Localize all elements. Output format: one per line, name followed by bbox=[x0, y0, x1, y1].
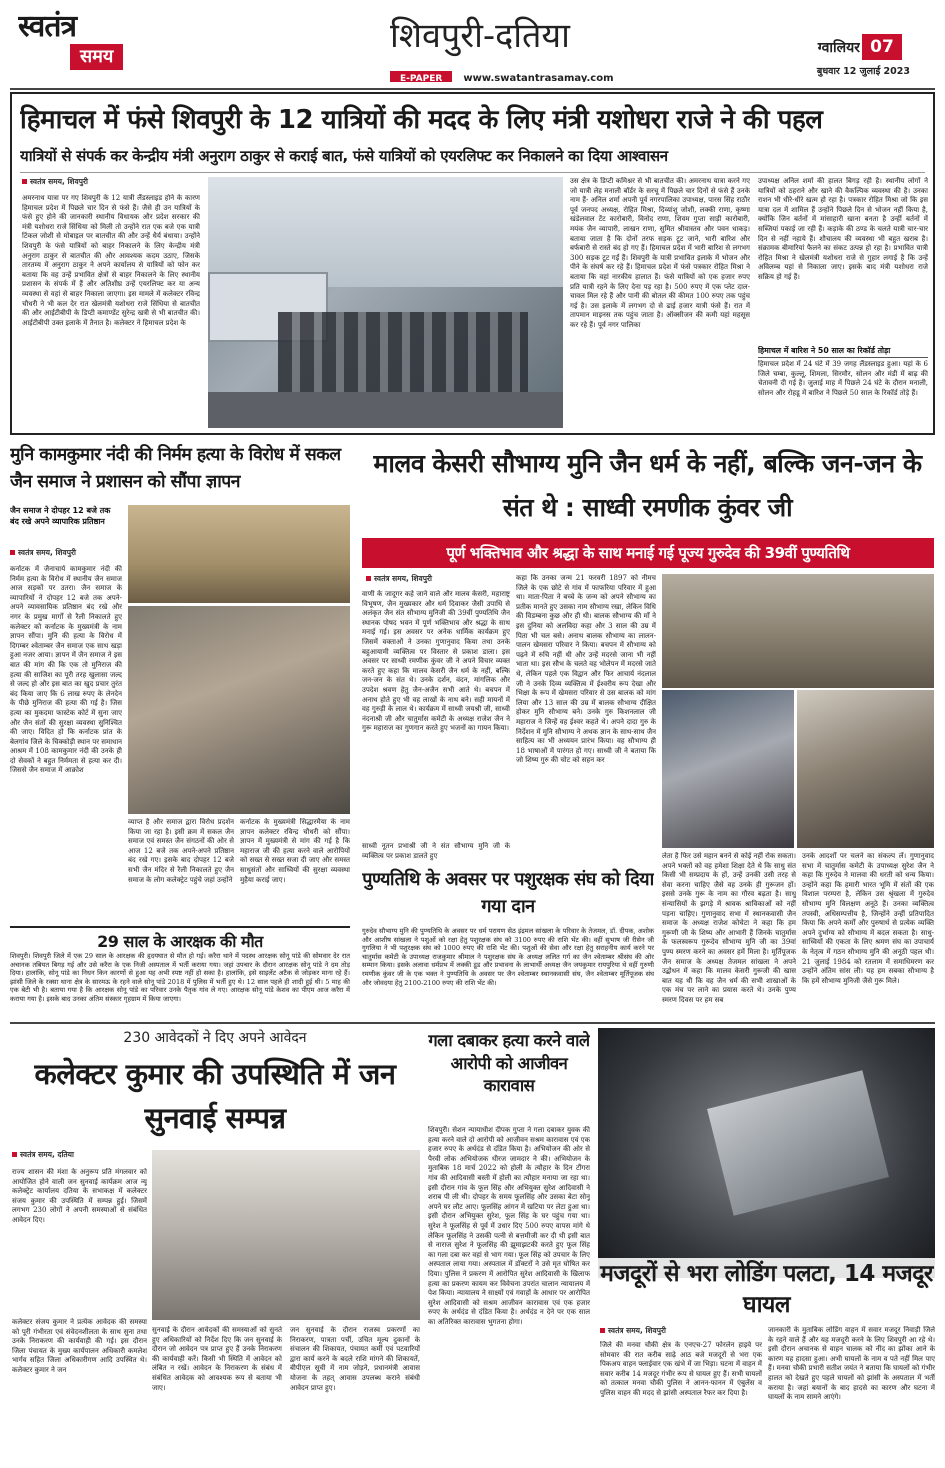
byline-square bbox=[366, 576, 371, 581]
guard-death-headline: 29 साल के आरक्षक की मौत bbox=[97, 932, 263, 951]
logo-line2: समय bbox=[70, 44, 123, 70]
byline-square bbox=[600, 1328, 605, 1333]
epaper-label: E-PAPER bbox=[390, 71, 452, 82]
lead-byline-text: स्वतंत्र समय, शिवपुरी bbox=[30, 177, 88, 186]
collector-kicker: 230 आवेदकों ने दिए अपने आवेदन bbox=[123, 1030, 307, 1046]
jain-protest-col2: व्याप्त है और समाज द्वारा विरोध प्रदर्शन किया जा रहा है। इसी क्रम में सकल जैन समाज एवं समस्त जैन संगठनों की ओर से आज 12 बजे तक अपने-अपने प्रतिष्ठान बंद रखे गए। इसके बाद दोपहर 12 बजे सभी जैन मंदिर से रैली निकालते हुए जैन समाज के लोग कलेक्ट्रेट पहुंचे जहां उन्होंने bbox=[128, 818, 234, 884]
jain-protest-photo-bottom bbox=[128, 606, 350, 814]
collector-col2: सुनवाई के दौरान आवेदकों की समस्याओं को सुनते हुए अधिकारियों को निर्देश दिए कि जन सुनवाई के दौरान जो आवेदन पत्र प्राप्त हुए हैं उनके निराकरण की कार्यवाही करें। किसी भी स्थिति में आवेदन को लंबित न रखें। आवेदन के निराकरण के संबंध में संबंधित आवेदक को आवश्यक रूप से बताया भी जाए। bbox=[152, 1326, 282, 1392]
accident-headline: मजदूरों से भरा लोडिंग पलटा, 14 मजदूर घायल bbox=[598, 1258, 935, 1322]
pashu-headline: पुण्यतिथि के अवसर पर पशुरक्षक संघ को दिया गया दान bbox=[362, 869, 654, 917]
accident-col1: जिले की मनवा चौकी क्षेत्र के एनएच-27 फोरलेन हाइवे पर सोमवार की रात करीब साढ़े आठ बजे मजदूरों से भरा एक पिकअप वाहन फ्लाईवार एक खंभे में जा भिड़ा। घटना में वाहन में सवार करीब 14 मजदूर गंभीर रूप से घायल हुए हैं। सभी घायलों को तत्काल मनवा चौकी पुलिस ने आनन-फानन में एंबुलेंस व पुलिस वाहन की मदद से झांसी अस्पताल रैफर कर दिया है। bbox=[600, 1341, 762, 1397]
byline-square bbox=[10, 550, 15, 555]
lead-sub-rule bbox=[20, 172, 925, 173]
sadhvi-photo-honor-right bbox=[797, 690, 934, 848]
collector-col3: जन सुनवाई के दौरान राजस्व प्रकरणों का निराकरण, पात्रता पर्ची, उचित मूल्य दुकानों के संचालन की शिकायत, पंचायत कर्मी एवं पटवारियों द्वारा कार्य करने के बदले राशि मांगने की शिकायतें, बीपीएल सूची में नाम जोड़ने, प्रधानमंत्री आवास योजना के तहत् आवास उपलब्ध कराने संबंधी आवेदन प्राप्त हुए। bbox=[290, 1326, 420, 1392]
logo-line1: स्वतंत्र bbox=[18, 10, 77, 44]
sadhvi-photo-assembly bbox=[662, 574, 934, 688]
sadhvi-col2: कहा कि उनका जन्म 21 फरवरी 1897 को नीमच जिले के एक छोटे से गांव में फाफरिया परिवार में हुआ था। माता-पिता ने बच्चे के जन्म को अपने सौभाग्य का प्रतीक मानते हुए उसका नाम सौभाग्य रखा, लेकिन विधि की विडम्बना कुछ और ही थी। बालक सौभाग्य की माँ ने इस दुनिया को अलविदा कहा और 3 साल की उम्र में पिता भी चल बसे। अनाथ बालक सौभाग्य का लालन-पालन खेमसरा परिवार ने किया। बचपन में सौभाग्य को पढ़ने में रुचि नहीं थी और उन्हें मदरसे जाना भी नहीं भाता था। इस सौभ के चलते वह भोलेपन में मदरसे जाते थे, लेकिन पहले एक विद्वान और फिर आचार्य नंदलाल जी ने उनके दिव्य व्यक्तित्व में ईश्वरीय रूप देखा और भिक्षा के रूप में खेमसरा परिवार से उस बालक को मांग लिया और 13 साल की उम्र में बालक सौभाग्य दीक्षित होकर मुनि सौभाग्य बने। उनके गुरु किशनलाल जी महाराज ने जिन्हें वह ईश्वर कहते थे। अपने दादा गुरु के निर्देशन में मुनि सौभाग्य ने अथक ज्ञान के साथ-साथ जैन साहित्य का भी अध्ययन प्रारंभ किया। वह सौभाग्य ही 18 भाषाओं में पारंगत हो गए। साध्वी जी ने बताया कि जो शिष्य गुरु की चोट को सहन कर bbox=[516, 574, 656, 765]
photo-road bbox=[208, 392, 563, 428]
issue-date: बुधवार 12 जुलाई 2023 bbox=[816, 66, 910, 77]
lead-subheadline: यात्रियों से संपर्क कर केन्द्रीय मंत्री अनुराग ठाकुर से कराई बात, फंसे यात्रियों को एयरलिफ्ट कर निकालने का दिया आश्वासन bbox=[20, 147, 668, 165]
section-title: शिवपुरी-दतिया bbox=[390, 16, 570, 56]
masthead-divider bbox=[10, 88, 935, 90]
collector-col1: राज्य शासन की मंशा के अनुरूप प्रति मंगलवार को आयोजित होने वाली जन सुनवाई कार्यक्रम आज न्यू कलेक्ट्रेट कार्यालय दतिया के सभाकक्ष में कलेक्टर संजय कुमार की उपस्थिति में सम्पन्न हुई। जिसमें लगभग 230 लोगों ने अपनी समस्याओं से संबंधित आवेदन दिए। bbox=[12, 1168, 147, 1224]
photo-people bbox=[278, 312, 528, 392]
jain-protest-headline: मुनि कामकुमार नंदी की निर्मम हत्या के विरोध में सकल जैन समाज ने प्रशासन को सौंपा ज्ञापन bbox=[10, 445, 341, 492]
jain-protest-byline bbox=[10, 548, 122, 560]
sadhvi-byline bbox=[366, 574, 511, 586]
accident-byline bbox=[600, 1326, 760, 1338]
collector-byline-text: स्वतंत्र समय, दतिया bbox=[20, 1150, 74, 1159]
collector-byline bbox=[12, 1150, 147, 1162]
sadhvi-col1: वाणी के जादूगर कहे जाने वाले और मालव केसरी, महाराष्ट्र विभूषण, जैन मुख्यकार और धर्म दिवाकर जैसी उपाधि से अलंकृत जैन संत सौभाग्य मुनिजी की 39वीं पुण्यतिथि जैन स्थानक पोषद भवन में पूर्ण भक्तिभाव और श्रद्धा के साथ मनाई गई। इस अवसर पर अनेक धार्मिक कार्यक्रम हुए जिसमें वक्ताओं ने उनका गुणानुवाद किया तथा उनके बहुआयामी व्यक्तित्व पर विस्तार से प्रकाश डाला। इस अवसर पर साध्वी रमणीक कुंवर जी ने अपने विचार व्यक्त करते हुए कहा कि मालव केसरी जैन धर्म के नहीं, बल्कि जन-जन के संत थे। उनके दर्शन, वंदन, मांगलिक और उपदेश श्रवण हेतु जैन-अजैन सभी आते थे। बचपन में अनाथ होते हुए भी वह लाखों के नाथ बने। सही मायनों में वह गुरुड़ी के लाल थे। कार्यक्रम में साध्वी जयश्री जी, साध्वी नंदनाश्री जी और चातुर्मास कमेटी के अध्यक्ष राजेश जैन ने गुरू महाराज का गुणगान करते हुए भजनों का गायन किया। bbox=[362, 590, 510, 733]
jain-protest-kicker: जैन समाज ने दोपहर 12 बजे तक बंद रखे अपने व्यापारिक प्रतिष्ठान bbox=[10, 506, 111, 526]
jain-byline-text: स्वतंत्र समय, शिवपुरी bbox=[18, 548, 76, 557]
accident-col2: जानकारी के मुताबिक लोडिंग वाहन में सवार मजदूर निवाड़ी जिले के रहने वाले हैं और यह मजदूरी करने के लिए शिवपुरी आ रहे थे। इसी दौरान अचानक से वाहन चालक को नींद का झोंका आने के कारण यह हादसा हुआ। अभी घायलों के नाम व पते नहीं मिल पाए हैं। मनवा चौकी प्रभारी सतीश जयंत ने बताया कि घायलों को गंभीर हालत को देखते हुए पहले घायलों को झांसी के अस्पताल में भर्ती कराया है। जहां बयानों के बाद हादसे का कारण और घटना में घायलों के नाम सामने आएंगे। bbox=[768, 1326, 935, 1402]
jain-protest-col3: कर्नाटक के मुख्यमंत्री सिद्धारमैया के नाम ज्ञापन कलेक्टर रविन्द्र चौधरी को सौंपा। ज्ञापन में मुख्यमंत्री से मांग की गई है कि महाराज जी की हत्या करने वाले आरोपियों को सख्त से सख्त सजा दी जाए और समस्त साधुसंतों और साध्वियों की सुरक्षा व्यवस्था मुहैया कराई जाए। bbox=[240, 818, 350, 884]
lead-col1: अमरनाथ यात्रा पर गए शिवपुरी के 12 यात्री लैंडस्लाइड होने के कारण हिमाचल प्रदेश में पिछले चार दिन से फंसे हैं। जैसे ही उन यात्रियों के फंसे हुए होने की जानकारी स्थानीय विधायक और प्रदेश सरकार की मंत्री यशोधरा राजे सिंधिया को मिली तो उन्होंने रात एक बजे एक यात्री टिंकल जोशी से मोबाइल पर बातचीत की और उन्हें धैर्य बंधाया। उन्होंने शिवपुरी के फंसे यात्रियों को बाहर निकालने के लिए केन्द्रीय मंत्री अनुराग ठाकुर से बातचीत की और आवश्यक कदम उठाए, जिसके तारतम्य में अनुराग ठाकुर ने अपने कार्यालय से यात्रियों को फोन कर बताया कि वह उन्हें प्रभावित क्षेत्रों से बाहर निकालने के लिए स्थानीय प्रशासन के संपर्क में हैं और अतिशीघ्र उन्हें एयरलिफ्ट कर या अन्य व्यवस्था से वहां से बाहर निकाला जाएगा। इस मामले में कलेक्टर रविन्द्र चौधरी ने भी कल देर रात खेलमंत्री यशोधरा राजे सिंधिया से बातचीत की और आईटीबीपी के डिप्टी कमाण्डेंट सुरेन्द्र खत्री से भी बातचीत की। आईटीबीपी उक्त इलाके में तैनात है। कलेक्टर ने हिमाचल प्रदेश के bbox=[22, 194, 200, 327]
sadhvi-banner: पूर्ण भक्तिभाव और श्रद्धा के साथ मनाई गई पूज्य गुरुदेव की 39वीं पुण्यतिथि bbox=[362, 538, 934, 568]
sadhvi-col3: लेता है फिर उसे महान बनने से कोई नहीं रोक सकता। अपने भक्तों को वह हमेशा शिक्षा देते थे कि साधु संत किसी भी सम्प्रदाय के हों, उन्हें उनकी उसी तरह से सेवा करना चाहिए जैसे वह उनके ही गुरूजन हों। इससे उनके गुरू के नाम का गौरव बढ़ता है। साधु संन्यासियों के झगड़े में श्रावक श्राविकाओं को नहीं पड़ना चाहिए। गुणानुवाद सभा में स्थानकवासी जैन समाज के अध्यक्ष राजेश कोचेटा ने कहा कि हम गुरूणी जी के शिष्य और आभारी हैं जिनके चातुर्मास के फलस्वरूप गुरूदेव सौभाग्य मुनि जी का 39वां पुण्य स्मरण करने का अवसर हमें मिला है। मूर्तिपूजक जैन समाज के अध्यक्ष तेजमल सांखला ने अपने उद्बोधन में कहा कि मालव केसरी गुरूजी की खास बात यह थी कि वह जैन धर्म की सभी शाखाओं के एक मंच पर लाने का प्रयास करते थे। उनके पुण्य स्मरण दिवस पर हम सब bbox=[662, 852, 796, 1004]
sadhvi-col4: उनके आदर्शों पर चलने का संकल्प लें। गुणानुवाद सभा में चातुर्मास कमेटी के उपाध्यक्ष सुरेश जैन ने कहा कि गुरुदेव ने मालवा की धरती को धन्य किया। उन्होंने कहा कि हमारी भारत भूमि में संतों की एक विशाल परम्परा है, लेकिन उस श्रृंखला में गुरुदेव सौभाग्य मुनि विलक्षण अनूठे हैं। उनका व्यक्तित्व तपस्वी, अधिसम्पत्तीय है, जिन्होंने उन्हीं प्रतिपादित किया कि अपने कर्मों और पुरुषार्थ से प्रत्येक व्यक्ति अपने दुर्भाग्य को सौभाग्य में बदल सकता है। साधु-साध्वियों की एकता के लिए श्रमण संघ का उपाचार्य के नेतृत्व में गठन सौभाग्य मुनि की अनूठी पहल थी। 21 जुलाई 1984 को रतलाम में समाधिमरण कर उन्होंने अंतिम सांस ली। यह हम सबका सौभाग्य है कि हमें सौभाग्य मुनिजी जैसे गुरू मिले। bbox=[802, 852, 934, 985]
sadhvi-headline: मालव केसरी सौभाग्य मुनि जैन धर्म के नहीं, बल्कि जन-जन के संत थे : साध्वी रमणीक कुंवर जी bbox=[373, 449, 922, 522]
lead-story bbox=[10, 92, 935, 435]
website-link[interactable]: www.swatantrasamay.com bbox=[463, 73, 614, 82]
photo-sky bbox=[208, 177, 563, 287]
mid-divider bbox=[10, 1022, 935, 1024]
city-label: ग्वालियर bbox=[817, 40, 860, 56]
lead-col3: उपाध्यक्ष अनिल शर्मा की हालत बिगड़ रही है। स्थानीय लोगों ने यात्रियों को ठहराने और खाने की वैकल्पिक व्यवस्था की है। उनका राशन भी धीरे-धीरे खत्म हो रहा है। पत्रकार रोहित मिश्रा जो कि इस यात्रा दल में शामिल हैं उन्होंने पिछले दिन से भोजन नहीं किया है, क्योंकि जिन बर्तनों में मांसाहारी खाना बनता है उन्हीं बर्तनों में सब्जियां पकाई जा रही हैं। कड़ाके की ठण्ड के चलते यात्री चार-चार दिन से नहीं नहाये हैं। शौचालय की व्यवस्था भी बहुत खराब है। संक्रामक बीमारियां फैलने का संकट उत्पन्न हो रहा है। प्रभावित यात्री रोहित मिश्रा ने खेलमंत्री यशोधरा राजे से गुहार लगाई है कि उन्हें अविलम्ब यहां से निकाला जाए। इसके बाद मंत्री यशोधरा राजे सक्रिय हो गई हैं। bbox=[758, 177, 928, 281]
lead-sidebar-head: हिमाचल में बारिश ने 50 साल का रिकॉर्ड तोड़ा bbox=[758, 346, 928, 358]
murder-text: शिवपुरी। सेशन न्यायाधीश दीपक गुप्ता ने गला दबाकर युवक की हत्या करने वाले दो आरोपी को आजीवन सश्रम कारावास एवं एक हजार रुपए के अर्थदंड से दंडित किया है। अभियोजन की ओर से पैरवी लोक अभियोजक धीरज जामदार ने की। अभियोजन के मुताबिक 18 मार्च 2022 को होली के त्यौहार के दिन टौंगरा गांव की आदिवासी बस्ती में होली का त्यौहार मनाया जा रहा था। इसी दौरान गांव के फूल सिंह और अभियुक्त सुरेश आदिवासी ने शराब पी ली थी। दोपहर के समय फूलसिंह और उसका बेटा सोनू अपने घर लौट आए। फूलसिंह आंगन में खटिया पर लेटा हुआ था। इसी दौरान अभियुक्त सुरेश, फूल सिंह के घर पहुंच गया था। सुरेश ने फूलसिंह से पूर्व में उधार दिए 500 रुपए वापस मांगे थे लेकिन फूलसिंह ने उसकी पत्नी से बत्तमीजी कर दी थी इसी बात से नाराज सुरेश ने फूलसिंह की झूमाझटकी करते हुए फूल सिंह का गला दबा कर वहां से भाग गया। फूल सिंह को उपचार के लिए अस्पताल लाया गया। अस्पताल में डॉक्टरों ने उसे मृत घोषित कर दिया। पुलिस ने प्रकरण में आरोपित सुरेश आदिवासी के खिलाफ हत्या का प्रकरण कायम कर विवेचना उपरांत चालान न्यायालय में पेश किया। न्यायालय ने साक्ष्यों एवं गवाहों के आधार पर आरोपित सुरेश आदिवासी को सश्रम आजीवन कारावास एवं एक हजार रुपए के अर्थदंड से दंडित किया है। अर्थदंड न देने पर एक साल का अतिरिक्त कारावास भुगतना होगा। bbox=[428, 1126, 590, 1326]
accident-photo bbox=[598, 1028, 935, 1278]
lead-byline bbox=[22, 177, 202, 189]
pashu-text: गुरुदेव सौभाग्य मुनि की पुण्यतिथि के अवसर पर धर्म परायण सेठ इंद्रमल सांखला के परिवार के तेजमल, डॉ. दीपक, अशोक और आशीष सांखला ने पशुओं को रक्षा हेतु पशुरक्षक संघ को 3100 रुपए की राशि भेंट की। वहीं सुभाष जी रीसेन जी गुगलिया ने भी पशुरक्षक संघ को 1000 रुपए की राशि भेंट की। पशुओं की सेवा और रक्षा हेतु सराहनीय कार्य करने पर चातुर्मास कमेटी के उपाध्यक्ष राजकुमार श्रीमाल ने पशुरक्षक संघ के अध्यक्ष ललित गर्ग का जैन श्वेताम्बर श्रीसंघ की ओर सम्मान किया। इसके अलावा धर्मप्रभ में लक्की डूड और प्रभावना के लाभार्थी अध्यक्ष जैन जयकुमार रायपुरिया थे वहीं गुरुणी रमणीक कुंवर जी के एक भक्त ने पुण्यतिथि के अवसर पर जैन श्वेताम्बर स्थानकवासी संघ, जैन श्वेताम्बर मूर्तिपूजक संघ और जोवदया हेतु 2100-2100 रुपए की राशि भेंट की। bbox=[362, 927, 654, 987]
byline-square bbox=[22, 179, 27, 184]
sadhvi-byline-text: स्वतंत्र समय, शिवपुरी bbox=[374, 574, 432, 583]
murder-headline: गला दबाकर हत्या करने वाले आरोपी को आजीवन कारावास bbox=[428, 1031, 590, 1095]
sadhvi-photo-honor-left bbox=[662, 690, 794, 848]
guard-death-text: शिवपुरी। शिवपुरी जिले में एक 29 साल के आरक्षक की हृदयघात से मौत हो गई। करैरा थाने में पदस्थ आरक्षक सोनू पांडे की सोमवार देर रात अचानक तबियत बिगड़ गई और उसे करैरा के एक निजी अस्पताल में भर्ती कराया गया। जहां उपचार के दौरान आरक्षक सोनू पांडे ने दम तोड़ दिया। हालांकि, सोनू पांडे का निधन किन कारणों से हुआ यह अभी स्पष्ट नहीं हो सका है। हालांकि, इसे साइलेंट अटैक से जोड़कर माना रहे हैं। झांसी जिले के रक्सा थाना क्षेत्र के सारमऊ के रहने वाले सोनू पांडे 2018 में पुलिस में भर्ती हुए थे। 12 साल पहले ही शादी हुई थी। 5 माह की एक बेटी भी है। बताया गया है कि आरक्षक सोनू पांडे का परिवार उनके पैतृक गांव ले गए। आरक्षक सोनू पांडे केशव का पीएम आज करैरा में कराया गया है। इसके बाद उनका अंतिम संस्कार गृहग्राम में किया जाएगा। bbox=[10, 952, 350, 1003]
lead-photo-travelers bbox=[208, 177, 563, 428]
accident-vehicle bbox=[707, 1070, 889, 1215]
sadhvi-col1b: साध्वी नूतन प्रभाश्री जी ने संत सौभाग्य मुनि जी के व्यक्तित्व पर प्रकाश डालते हुए bbox=[362, 842, 510, 860]
collector-photo-meeting bbox=[152, 1150, 420, 1320]
collector-headline: कलेक्टर कुमार की उपस्थिति में जन सुनवाई सम्पन्न bbox=[34, 1057, 396, 1135]
byline-square bbox=[12, 1152, 17, 1157]
jain-protest-col1: कर्नाटक में जैनाचार्य कामकुमार नंदी की निर्मम हत्या के विरोध में स्थानीय जैन समाज आज सड़कों पर उतरा। जैन समाज के व्यापारियों ने दोपहर 12 बजे तक अपने-अपने व्यावसायिक प्रतिष्ठान बंद रखे और नगर के प्रमुख मार्गों से रैली निकालते हुए कलेक्टर को कर्नाटक के मुख्यमंत्री के नाम ज्ञापन सौंपा। मुनि की हत्या के विरोध में दिगम्बर श्वेताम्बर जैन समाज एक साथ खड़ा हुआ नजर आया। ज्ञापन में जैन समाज ने इस बात की मांग की कि एक तो मुनिराज की हत्या की साजिश का पूरी तरह खुलासा जल्द से जल्द हो और इस बात का खुद प्रचार तुरंत बंद किया जाए कि 6 लाख रुपए के लेनदेन के पीछे मुनिराज की हत्या की गई है। जिस हत्या का मुकदमा फास्टेक कोर्ट में सुना जाए और जैन संतों की सुरक्षा व्यवस्था सुनिश्चित की जाए। विदित हो कि कर्नाटक प्रांत के बेलगांव जिले के चिक्कोड़ी स्थान पर समाधान आश्रम में 108 कामकुमार नंदी की उनके ही दो सेवकों ने बहुत निर्ममता से हत्या कर दी। जिससे जैन समाज में आक्रोश bbox=[10, 565, 122, 775]
logo bbox=[18, 10, 153, 80]
lead-headline: हिमाचल में फंसे शिवपुरी के 12 यात्रियों की मदद के लिए मंत्री यशोधरा राजे ने की पहल bbox=[20, 105, 823, 135]
jain-protest-photo-top bbox=[128, 505, 350, 603]
guard-death-box bbox=[10, 926, 350, 1018]
collector-col1b: कलेक्टर संजय कुमार ने प्रत्येक आवेदक की समस्या को पूरी गंभीरता एवं संवेदनशीलता के साथ सुना तथा उनके निराकरण की कार्यवाही की गई। इस दौरान जिला पंचायत के मुख्य कार्यपालन अधिकारी कमलेश भार्गव सहित जिला अधिकारीगण आदि उपस्थित थे। कलेक्टर कुमार ने जन bbox=[12, 1318, 147, 1374]
page-number: 07 bbox=[862, 34, 902, 60]
accident-byline-text: स्वतंत्र समय, शिवपुरी bbox=[608, 1326, 666, 1335]
epaper-bar bbox=[390, 66, 720, 82]
masthead bbox=[0, 0, 945, 88]
lead-col2: उस क्षेत्र के डिप्टी कमिश्नर से भी बातचीत की। अमरनाथ यात्रा करने गए जो यात्री लेह मनाली बॉर्डर के सरचू में पिछले चार दिनों से फंसे हैं उनके नाम हैं- अनिल शर्मा अपनी पूर्व नगरपालिका उपाध्यक्ष, पारस सिंह राठौर पूर्व जनपद अध्यक्ष, रोहित मिश्रा, दिव्यांशु जोशी, लक्की राणा, कृष्णा खंडेलवाल टेंट कारोबारी, विनोद राणा, शिवम गुप्ता साड़ी कारोबारी, मयंक जैन व्यापारी, लाखन राणा, सुमित श्रीवास्तव और पवन धाकड़। बताया जाता है कि दोनों तरफ सड़क टूट जाने, भारी बारिश और बर्फबारी से रास्ते बंद हो गए हैं। हिमाचल प्रदेश में भारी बारिश से लगभग 300 सड़क टूट गईं हैं। शिवपुरी के यात्री प्रभावित इलाके में भोजन और पीने के संघर्ष कर रहे हैं। हिमाचल प्रदेश में फंसे पत्रकार रोहित मिश्रा ने बताया कि वहां नारकीय हालात हैं। फंसे यात्रियों को एक हजार रुपए प्रति यात्री रहने के लिए देना पड़ रहा है। 500 रुपए में एक प्लेट दाल-चावल मिल रहे हैं और पानी की बोतल की कीमत 100 रुपए तक पहुंच गई है। उस इलाके में लगभग दो से ढाई हजार यात्री फंसे हैं। रात में तापमान माइनस तक पहुंच जाता है। ऑक्सीजन की कमी यहां महसूस कर रहे हैं। पूर्व नगर पालिका bbox=[570, 177, 750, 329]
lead-sidebar-text: हिमाचल प्रदेश में 24 घंटे में 39 जगह लैंडस्लाइड हुआ। यहां के 6 जिले चम्बा, कुल्लू, शिमला, सिरमौर, सोलन और मंडी में बाढ़ की चेतावनी दी गई है। जुलाई माह में पिछले 24 घंटे के दौरान मनाली, सोलन और रोहडू में बारिश ने पिछले 50 साल के रिकॉर्ड तोड़े हैं। bbox=[758, 360, 928, 397]
